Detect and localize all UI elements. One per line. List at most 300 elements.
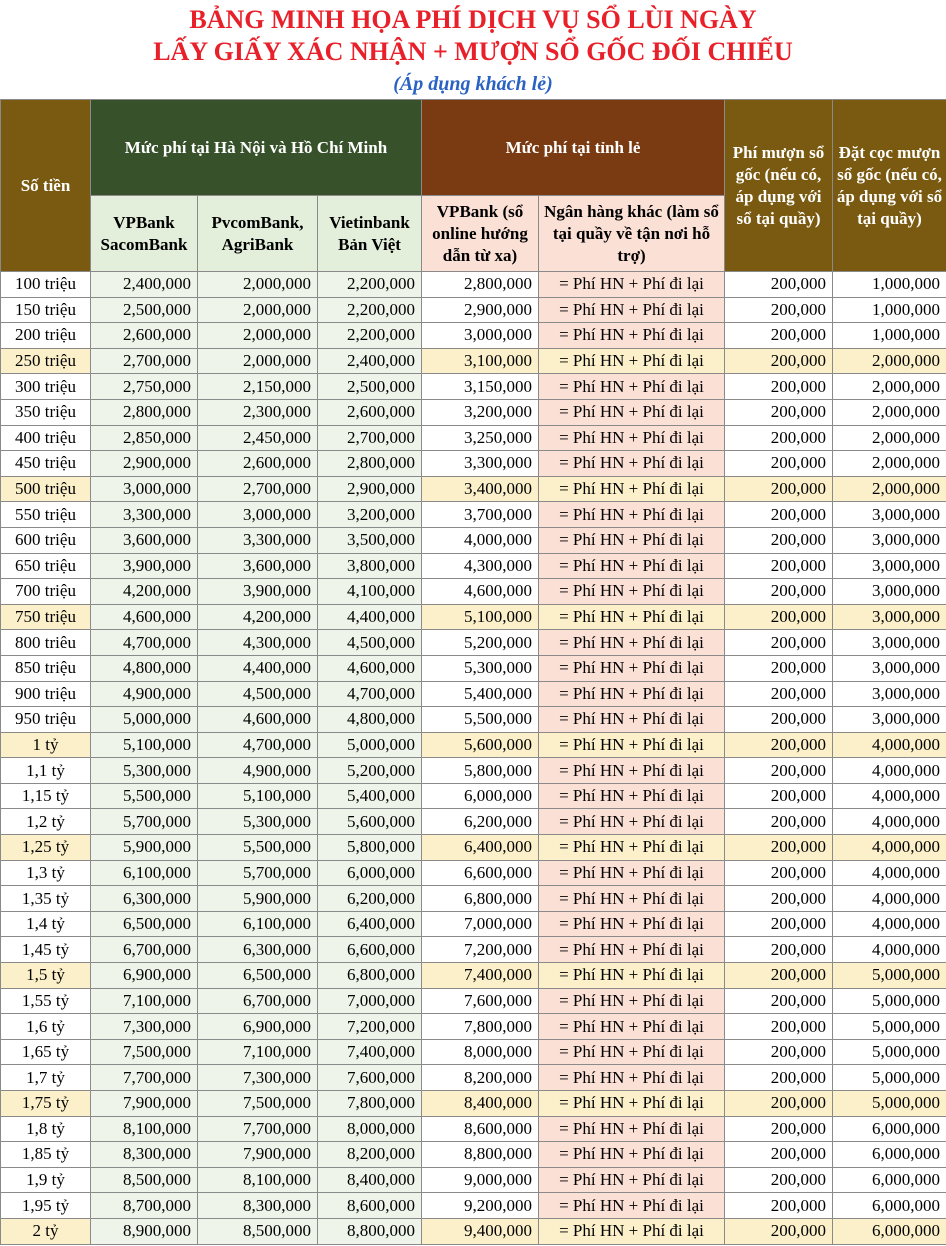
cell-ngan-hang-khac: = Phí HN + Phí đi lại (539, 502, 725, 528)
cell-ngan-hang-khac: = Phí HN + Phí đi lại (539, 988, 725, 1014)
cell-vpbank-sacombank: 2,700,000 (91, 348, 198, 374)
cell-ngan-hang-khac: = Phí HN + Phí đi lại (539, 911, 725, 937)
cell-pvcombank-agribank: 5,700,000 (198, 860, 318, 886)
cell-ngan-hang-khac: = Phí HN + Phí đi lại (539, 1065, 725, 1091)
table-row (1, 681, 946, 707)
cell-vpbank-online: 6,400,000 (422, 835, 539, 861)
cell-vpbank-online: 5,800,000 (422, 758, 539, 784)
cell-vietinbank-banviet: 5,400,000 (318, 783, 422, 809)
cell-vpbank-online: 6,800,000 (422, 886, 539, 912)
cell-pvcombank-agribank: 2,000,000 (198, 272, 318, 298)
cell-vietinbank-banviet: 5,200,000 (318, 758, 422, 784)
cell-so-tien: 1,35 tỷ (1, 886, 91, 912)
cell-so-tien: 1,8 tỷ (1, 1116, 91, 1142)
cell-so-tien: 1,5 tỷ (1, 963, 91, 989)
cell-so-tien: 850 triệu (1, 655, 91, 681)
table-row (1, 604, 946, 630)
cell-phi-muon: 200,000 (725, 272, 833, 298)
cell-vietinbank-banviet: 7,600,000 (318, 1065, 422, 1091)
cell-pvcombank-agribank: 7,100,000 (198, 1039, 318, 1065)
cell-vpbank-online: 3,000,000 (422, 323, 539, 349)
cell-vpbank-sacombank: 5,500,000 (91, 783, 198, 809)
table-row (1, 783, 946, 809)
cell-vpbank-sacombank: 2,600,000 (91, 323, 198, 349)
cell-dat-coc: 3,000,000 (833, 579, 946, 605)
cell-vpbank-sacombank: 8,100,000 (91, 1116, 198, 1142)
cell-vpbank-sacombank: 4,900,000 (91, 681, 198, 707)
cell-vietinbank-banviet: 8,200,000 (318, 1142, 422, 1168)
cell-dat-coc: 5,000,000 (833, 988, 946, 1014)
cell-dat-coc: 3,000,000 (833, 655, 946, 681)
header-phi-muon: Phí mượn sổ gốc (nếu có, áp dụng với sổ tại quầy) (725, 100, 833, 272)
cell-so-tien: 150 triệu (1, 297, 91, 323)
cell-dat-coc: 3,000,000 (833, 553, 946, 579)
cell-vpbank-online: 9,200,000 (422, 1193, 539, 1219)
cell-vpbank-online: 2,900,000 (422, 297, 539, 323)
cell-vpbank-online: 9,400,000 (422, 1218, 539, 1244)
cell-dat-coc: 4,000,000 (833, 937, 946, 963)
cell-vpbank-online: 8,200,000 (422, 1065, 539, 1091)
cell-so-tien: 1,15 tỷ (1, 783, 91, 809)
cell-phi-muon: 200,000 (725, 425, 833, 451)
header-ngan-hang-khac: Ngân hàng khác (làm sổ tại quầy về tận nơi hỗ trợ) (539, 196, 725, 272)
header-vpbank-online: VPBank (sổ online hướng dẫn từ xa) (422, 196, 539, 272)
cell-vpbank-online: 8,000,000 (422, 1039, 539, 1065)
cell-dat-coc: 4,000,000 (833, 758, 946, 784)
cell-vietinbank-banviet: 8,600,000 (318, 1193, 422, 1219)
fee-table-body (1, 272, 946, 1245)
cell-vpbank-online: 3,250,000 (422, 425, 539, 451)
cell-so-tien: 350 triệu (1, 399, 91, 425)
cell-dat-coc: 1,000,000 (833, 297, 946, 323)
table-row (1, 886, 946, 912)
cell-dat-coc: 3,000,000 (833, 527, 946, 553)
cell-pvcombank-agribank: 3,300,000 (198, 527, 318, 553)
cell-dat-coc: 4,000,000 (833, 732, 946, 758)
cell-dat-coc: 4,000,000 (833, 835, 946, 861)
cell-ngan-hang-khac: = Phí HN + Phí đi lại (539, 297, 725, 323)
cell-ngan-hang-khac: = Phí HN + Phí đi lại (539, 1039, 725, 1065)
cell-so-tien: 1,25 tỷ (1, 835, 91, 861)
header-pvcombank-agribank: PvcomBank, AgriBank (198, 196, 318, 272)
cell-ngan-hang-khac: = Phí HN + Phí đi lại (539, 1167, 725, 1193)
cell-vpbank-online: 7,600,000 (422, 988, 539, 1014)
table-row (1, 476, 946, 502)
cell-vietinbank-banviet: 7,200,000 (318, 1014, 422, 1040)
cell-phi-muon: 200,000 (725, 681, 833, 707)
cell-ngan-hang-khac: = Phí HN + Phí đi lại (539, 1116, 725, 1142)
cell-vietinbank-banviet: 4,600,000 (318, 655, 422, 681)
cell-pvcombank-agribank: 6,500,000 (198, 963, 318, 989)
cell-vpbank-online: 5,600,000 (422, 732, 539, 758)
cell-pvcombank-agribank: 2,300,000 (198, 399, 318, 425)
header-vietinbank-banviet: Vietinbank Bản Việt (318, 196, 422, 272)
cell-ngan-hang-khac: = Phí HN + Phí đi lại (539, 1014, 725, 1040)
cell-pvcombank-agribank: 4,200,000 (198, 604, 318, 630)
cell-ngan-hang-khac: = Phí HN + Phí đi lại (539, 451, 725, 477)
cell-vpbank-sacombank: 2,800,000 (91, 399, 198, 425)
cell-ngan-hang-khac: = Phí HN + Phí đi lại (539, 425, 725, 451)
cell-vpbank-sacombank: 7,700,000 (91, 1065, 198, 1091)
cell-vpbank-sacombank: 8,900,000 (91, 1218, 198, 1244)
cell-ngan-hang-khac: = Phí HN + Phí đi lại (539, 527, 725, 553)
cell-dat-coc: 2,000,000 (833, 451, 946, 477)
cell-vietinbank-banviet: 4,700,000 (318, 681, 422, 707)
cell-pvcombank-agribank: 2,700,000 (198, 476, 318, 502)
cell-pvcombank-agribank: 7,900,000 (198, 1142, 318, 1168)
cell-ngan-hang-khac: = Phí HN + Phí đi lại (539, 476, 725, 502)
cell-ngan-hang-khac: = Phí HN + Phí đi lại (539, 937, 725, 963)
cell-dat-coc: 5,000,000 (833, 1065, 946, 1091)
cell-vpbank-sacombank: 6,100,000 (91, 860, 198, 886)
cell-phi-muon: 200,000 (725, 579, 833, 605)
cell-phi-muon: 200,000 (725, 1014, 833, 1040)
cell-vietinbank-banviet: 4,100,000 (318, 579, 422, 605)
cell-so-tien: 1,7 tỷ (1, 1065, 91, 1091)
cell-dat-coc: 4,000,000 (833, 809, 946, 835)
cell-phi-muon: 200,000 (725, 297, 833, 323)
cell-vpbank-sacombank: 3,000,000 (91, 476, 198, 502)
table-row (1, 860, 946, 886)
cell-vpbank-sacombank: 7,500,000 (91, 1039, 198, 1065)
cell-vpbank-sacombank: 4,800,000 (91, 655, 198, 681)
cell-so-tien: 2 tỷ (1, 1218, 91, 1244)
header-vpbank-sacombank: VPBank SacomBank (91, 196, 198, 272)
cell-vpbank-online: 9,000,000 (422, 1167, 539, 1193)
cell-vietinbank-banviet: 2,400,000 (318, 348, 422, 374)
table-row (1, 732, 946, 758)
cell-ngan-hang-khac: = Phí HN + Phí đi lại (539, 579, 725, 605)
cell-vietinbank-banviet: 2,600,000 (318, 399, 422, 425)
cell-vpbank-online: 5,400,000 (422, 681, 539, 707)
header-dat-coc: Đặt cọc mượn sổ gốc (nếu có, áp dụng với sổ tại quầy) (833, 100, 946, 272)
cell-vpbank-online: 8,600,000 (422, 1116, 539, 1142)
cell-phi-muon: 200,000 (725, 835, 833, 861)
cell-dat-coc: 3,000,000 (833, 681, 946, 707)
cell-vietinbank-banviet: 6,000,000 (318, 860, 422, 886)
header-group-tinh-le: Mức phí tại tỉnh lẻ (422, 100, 725, 196)
cell-phi-muon: 200,000 (725, 451, 833, 477)
cell-so-tien: 1,4 tỷ (1, 911, 91, 937)
cell-ngan-hang-khac: = Phí HN + Phí đi lại (539, 1193, 725, 1219)
cell-vpbank-online: 7,000,000 (422, 911, 539, 937)
cell-phi-muon: 200,000 (725, 1116, 833, 1142)
cell-vietinbank-banviet: 8,400,000 (318, 1167, 422, 1193)
cell-so-tien: 250 triệu (1, 348, 91, 374)
cell-pvcombank-agribank: 4,600,000 (198, 707, 318, 733)
cell-pvcombank-agribank: 5,500,000 (198, 835, 318, 861)
cell-vpbank-sacombank: 4,700,000 (91, 630, 198, 656)
table-row (1, 809, 946, 835)
cell-vietinbank-banviet: 7,000,000 (318, 988, 422, 1014)
cell-ngan-hang-khac: = Phí HN + Phí đi lại (539, 886, 725, 912)
table-row (1, 323, 946, 349)
cell-vietinbank-banviet: 2,200,000 (318, 323, 422, 349)
cell-vietinbank-banviet: 5,600,000 (318, 809, 422, 835)
cell-vpbank-sacombank: 5,900,000 (91, 835, 198, 861)
cell-phi-muon: 200,000 (725, 374, 833, 400)
cell-vpbank-sacombank: 2,900,000 (91, 451, 198, 477)
table-row (1, 707, 946, 733)
cell-vpbank-online: 4,600,000 (422, 579, 539, 605)
cell-vpbank-sacombank: 8,500,000 (91, 1167, 198, 1193)
table-row (1, 502, 946, 528)
cell-vpbank-sacombank: 7,900,000 (91, 1091, 198, 1117)
cell-vpbank-sacombank: 7,100,000 (91, 988, 198, 1014)
table-row (1, 1167, 946, 1193)
cell-phi-muon: 200,000 (725, 348, 833, 374)
cell-so-tien: 1,45 tỷ (1, 937, 91, 963)
cell-vpbank-sacombank: 5,000,000 (91, 707, 198, 733)
cell-so-tien: 650 triệu (1, 553, 91, 579)
cell-vpbank-sacombank: 2,500,000 (91, 297, 198, 323)
cell-dat-coc: 5,000,000 (833, 1039, 946, 1065)
cell-so-tien: 900 triệu (1, 681, 91, 707)
cell-phi-muon: 200,000 (725, 1167, 833, 1193)
cell-phi-muon: 200,000 (725, 758, 833, 784)
cell-vietinbank-banviet: 2,200,000 (318, 297, 422, 323)
cell-phi-muon: 200,000 (725, 323, 833, 349)
table-row (1, 297, 946, 323)
cell-phi-muon: 200,000 (725, 1193, 833, 1219)
table-row (1, 1218, 946, 1244)
header-so-tien: Số tiền (1, 100, 91, 272)
cell-ngan-hang-khac: = Phí HN + Phí đi lại (539, 1091, 725, 1117)
cell-vpbank-online: 5,200,000 (422, 630, 539, 656)
title-subtitle: (Áp dụng khách lẻ) (393, 73, 553, 95)
cell-vpbank-online: 6,000,000 (422, 783, 539, 809)
cell-phi-muon: 200,000 (725, 502, 833, 528)
cell-pvcombank-agribank: 5,300,000 (198, 809, 318, 835)
cell-dat-coc: 6,000,000 (833, 1116, 946, 1142)
cell-phi-muon: 200,000 (725, 604, 833, 630)
cell-ngan-hang-khac: = Phí HN + Phí đi lại (539, 272, 725, 298)
cell-pvcombank-agribank: 2,600,000 (198, 451, 318, 477)
cell-vpbank-sacombank: 2,850,000 (91, 425, 198, 451)
cell-vpbank-online: 4,000,000 (422, 527, 539, 553)
cell-phi-muon: 200,000 (725, 809, 833, 835)
cell-so-tien: 100 triệu (1, 272, 91, 298)
cell-dat-coc: 4,000,000 (833, 911, 946, 937)
cell-vpbank-online: 7,400,000 (422, 963, 539, 989)
cell-ngan-hang-khac: = Phí HN + Phí đi lại (539, 963, 725, 989)
cell-pvcombank-agribank: 8,300,000 (198, 1193, 318, 1219)
cell-vietinbank-banviet: 2,700,000 (318, 425, 422, 451)
cell-vpbank-sacombank: 5,100,000 (91, 732, 198, 758)
cell-vietinbank-banviet: 5,800,000 (318, 835, 422, 861)
table-row (1, 527, 946, 553)
cell-so-tien: 300 triệu (1, 374, 91, 400)
cell-so-tien: 1,3 tỷ (1, 860, 91, 886)
cell-phi-muon: 200,000 (725, 937, 833, 963)
cell-vpbank-online: 6,600,000 (422, 860, 539, 886)
cell-pvcombank-agribank: 2,450,000 (198, 425, 318, 451)
cell-so-tien: 1,85 tỷ (1, 1142, 91, 1168)
cell-vietinbank-banviet: 5,000,000 (318, 732, 422, 758)
table-row (1, 579, 946, 605)
table-row (1, 1014, 946, 1040)
cell-ngan-hang-khac: = Phí HN + Phí đi lại (539, 809, 725, 835)
cell-vpbank-sacombank: 8,700,000 (91, 1193, 198, 1219)
cell-vietinbank-banviet: 2,800,000 (318, 451, 422, 477)
cell-so-tien: 400 triệu (1, 425, 91, 451)
cell-phi-muon: 200,000 (725, 476, 833, 502)
cell-vietinbank-banviet: 6,800,000 (318, 963, 422, 989)
cell-pvcombank-agribank: 6,300,000 (198, 937, 318, 963)
cell-dat-coc: 6,000,000 (833, 1167, 946, 1193)
cell-so-tien: 750 triệu (1, 604, 91, 630)
table-row (1, 1142, 946, 1168)
cell-dat-coc: 6,000,000 (833, 1218, 946, 1244)
cell-vietinbank-banviet: 3,800,000 (318, 553, 422, 579)
table-row (1, 451, 946, 477)
table-row (1, 937, 946, 963)
cell-so-tien: 800 triêu (1, 630, 91, 656)
cell-dat-coc: 3,000,000 (833, 630, 946, 656)
cell-ngan-hang-khac: = Phí HN + Phí đi lại (539, 732, 725, 758)
cell-pvcombank-agribank: 8,100,000 (198, 1167, 318, 1193)
cell-ngan-hang-khac: = Phí HN + Phí đi lại (539, 604, 725, 630)
cell-so-tien: 1 tỷ (1, 732, 91, 758)
cell-vietinbank-banviet: 3,500,000 (318, 527, 422, 553)
table-row (1, 374, 946, 400)
cell-vpbank-online: 3,150,000 (422, 374, 539, 400)
cell-dat-coc: 5,000,000 (833, 963, 946, 989)
cell-vpbank-online: 7,800,000 (422, 1014, 539, 1040)
cell-vpbank-online: 3,200,000 (422, 399, 539, 425)
cell-pvcombank-agribank: 4,700,000 (198, 732, 318, 758)
cell-vietinbank-banviet: 6,200,000 (318, 886, 422, 912)
cell-ngan-hang-khac: = Phí HN + Phí đi lại (539, 655, 725, 681)
cell-pvcombank-agribank: 5,900,000 (198, 886, 318, 912)
cell-vpbank-online: 5,500,000 (422, 707, 539, 733)
cell-dat-coc: 5,000,000 (833, 1091, 946, 1117)
cell-vietinbank-banviet: 8,800,000 (318, 1218, 422, 1244)
cell-pvcombank-agribank: 5,100,000 (198, 783, 318, 809)
cell-pvcombank-agribank: 7,500,000 (198, 1091, 318, 1117)
cell-phi-muon: 200,000 (725, 553, 833, 579)
cell-vpbank-online: 3,300,000 (422, 451, 539, 477)
header-group-hn-hcm: Mức phí tại Hà Nội và Hồ Chí Minh (91, 100, 422, 196)
cell-vpbank-online: 8,800,000 (422, 1142, 539, 1168)
cell-vietinbank-banviet: 4,400,000 (318, 604, 422, 630)
table-row (1, 963, 946, 989)
cell-phi-muon: 200,000 (725, 630, 833, 656)
cell-vpbank-sacombank: 5,300,000 (91, 758, 198, 784)
cell-ngan-hang-khac: = Phí HN + Phí đi lại (539, 681, 725, 707)
cell-ngan-hang-khac: = Phí HN + Phí đi lại (539, 399, 725, 425)
cell-pvcombank-agribank: 4,400,000 (198, 655, 318, 681)
cell-vpbank-sacombank: 6,500,000 (91, 911, 198, 937)
table-row (1, 655, 946, 681)
cell-pvcombank-agribank: 7,300,000 (198, 1065, 318, 1091)
cell-phi-muon: 200,000 (725, 399, 833, 425)
cell-phi-muon: 200,000 (725, 988, 833, 1014)
cell-dat-coc: 2,000,000 (833, 425, 946, 451)
cell-ngan-hang-khac: = Phí HN + Phí đi lại (539, 707, 725, 733)
cell-vpbank-online: 5,300,000 (422, 655, 539, 681)
cell-vpbank-sacombank: 7,300,000 (91, 1014, 198, 1040)
cell-vpbank-online: 8,400,000 (422, 1091, 539, 1117)
cell-dat-coc: 2,000,000 (833, 476, 946, 502)
cell-so-tien: 1,9 tỷ (1, 1167, 91, 1193)
cell-phi-muon: 200,000 (725, 783, 833, 809)
cell-vpbank-online: 4,300,000 (422, 553, 539, 579)
cell-phi-muon: 200,000 (725, 1065, 833, 1091)
cell-vpbank-sacombank: 4,600,000 (91, 604, 198, 630)
cell-ngan-hang-khac: = Phí HN + Phí đi lại (539, 374, 725, 400)
cell-so-tien: 700 triệu (1, 579, 91, 605)
cell-dat-coc: 3,000,000 (833, 502, 946, 528)
cell-vietinbank-banviet: 2,500,000 (318, 374, 422, 400)
cell-pvcombank-agribank: 2,150,000 (198, 374, 318, 400)
cell-so-tien: 950 triệu (1, 707, 91, 733)
cell-vietinbank-banviet: 6,600,000 (318, 937, 422, 963)
cell-pvcombank-agribank: 3,600,000 (198, 553, 318, 579)
cell-so-tien: 600 triệu (1, 527, 91, 553)
cell-phi-muon: 200,000 (725, 963, 833, 989)
cell-dat-coc: 4,000,000 (833, 860, 946, 886)
cell-ngan-hang-khac: = Phí HN + Phí đi lại (539, 553, 725, 579)
cell-pvcombank-agribank: 8,500,000 (198, 1218, 318, 1244)
cell-phi-muon: 200,000 (725, 1091, 833, 1117)
cell-vpbank-sacombank: 5,700,000 (91, 809, 198, 835)
cell-vietinbank-banviet: 7,400,000 (318, 1039, 422, 1065)
cell-so-tien: 1,1 tỷ (1, 758, 91, 784)
cell-so-tien: 1,2 tỷ (1, 809, 91, 835)
cell-vietinbank-banviet: 2,900,000 (318, 476, 422, 502)
cell-vpbank-sacombank: 6,300,000 (91, 886, 198, 912)
cell-vietinbank-banviet: 8,000,000 (318, 1116, 422, 1142)
cell-dat-coc: 3,000,000 (833, 604, 946, 630)
cell-phi-muon: 200,000 (725, 707, 833, 733)
table-row (1, 835, 946, 861)
cell-so-tien: 1,75 tỷ (1, 1091, 91, 1117)
cell-pvcombank-agribank: 7,700,000 (198, 1116, 318, 1142)
cell-vietinbank-banviet: 7,800,000 (318, 1091, 422, 1117)
cell-pvcombank-agribank: 3,000,000 (198, 502, 318, 528)
table-row (1, 758, 946, 784)
table-row (1, 988, 946, 1014)
cell-ngan-hang-khac: = Phí HN + Phí đi lại (539, 835, 725, 861)
title-line-1: BẢNG MINH HỌA PHÍ DỊCH VỤ SỔ LÙI NGÀY (189, 5, 757, 34)
cell-phi-muon: 200,000 (725, 1218, 833, 1244)
cell-vietinbank-banviet: 4,800,000 (318, 707, 422, 733)
table-row (1, 911, 946, 937)
table-row (1, 553, 946, 579)
cell-vpbank-sacombank: 3,900,000 (91, 553, 198, 579)
cell-phi-muon: 200,000 (725, 655, 833, 681)
cell-vpbank-online: 2,800,000 (422, 272, 539, 298)
table-row (1, 272, 946, 298)
title-line-2: LẤY GIẤY XÁC NHẬN + MƯỢN SỔ GỐC ĐỐI CHIẾU (153, 37, 793, 66)
table-row (1, 348, 946, 374)
cell-pvcombank-agribank: 4,300,000 (198, 630, 318, 656)
cell-ngan-hang-khac: = Phí HN + Phí đi lại (539, 1142, 725, 1168)
cell-vpbank-sacombank: 6,700,000 (91, 937, 198, 963)
cell-vietinbank-banviet: 3,200,000 (318, 502, 422, 528)
cell-vpbank-sacombank: 4,200,000 (91, 579, 198, 605)
cell-phi-muon: 200,000 (725, 527, 833, 553)
cell-phi-muon: 200,000 (725, 732, 833, 758)
cell-vietinbank-banviet: 6,400,000 (318, 911, 422, 937)
cell-phi-muon: 200,000 (725, 886, 833, 912)
cell-dat-coc: 1,000,000 (833, 272, 946, 298)
cell-ngan-hang-khac: = Phí HN + Phí đi lại (539, 348, 725, 374)
cell-pvcombank-agribank: 2,000,000 (198, 323, 318, 349)
fee-table (0, 99, 946, 1245)
table-row (1, 1039, 946, 1065)
